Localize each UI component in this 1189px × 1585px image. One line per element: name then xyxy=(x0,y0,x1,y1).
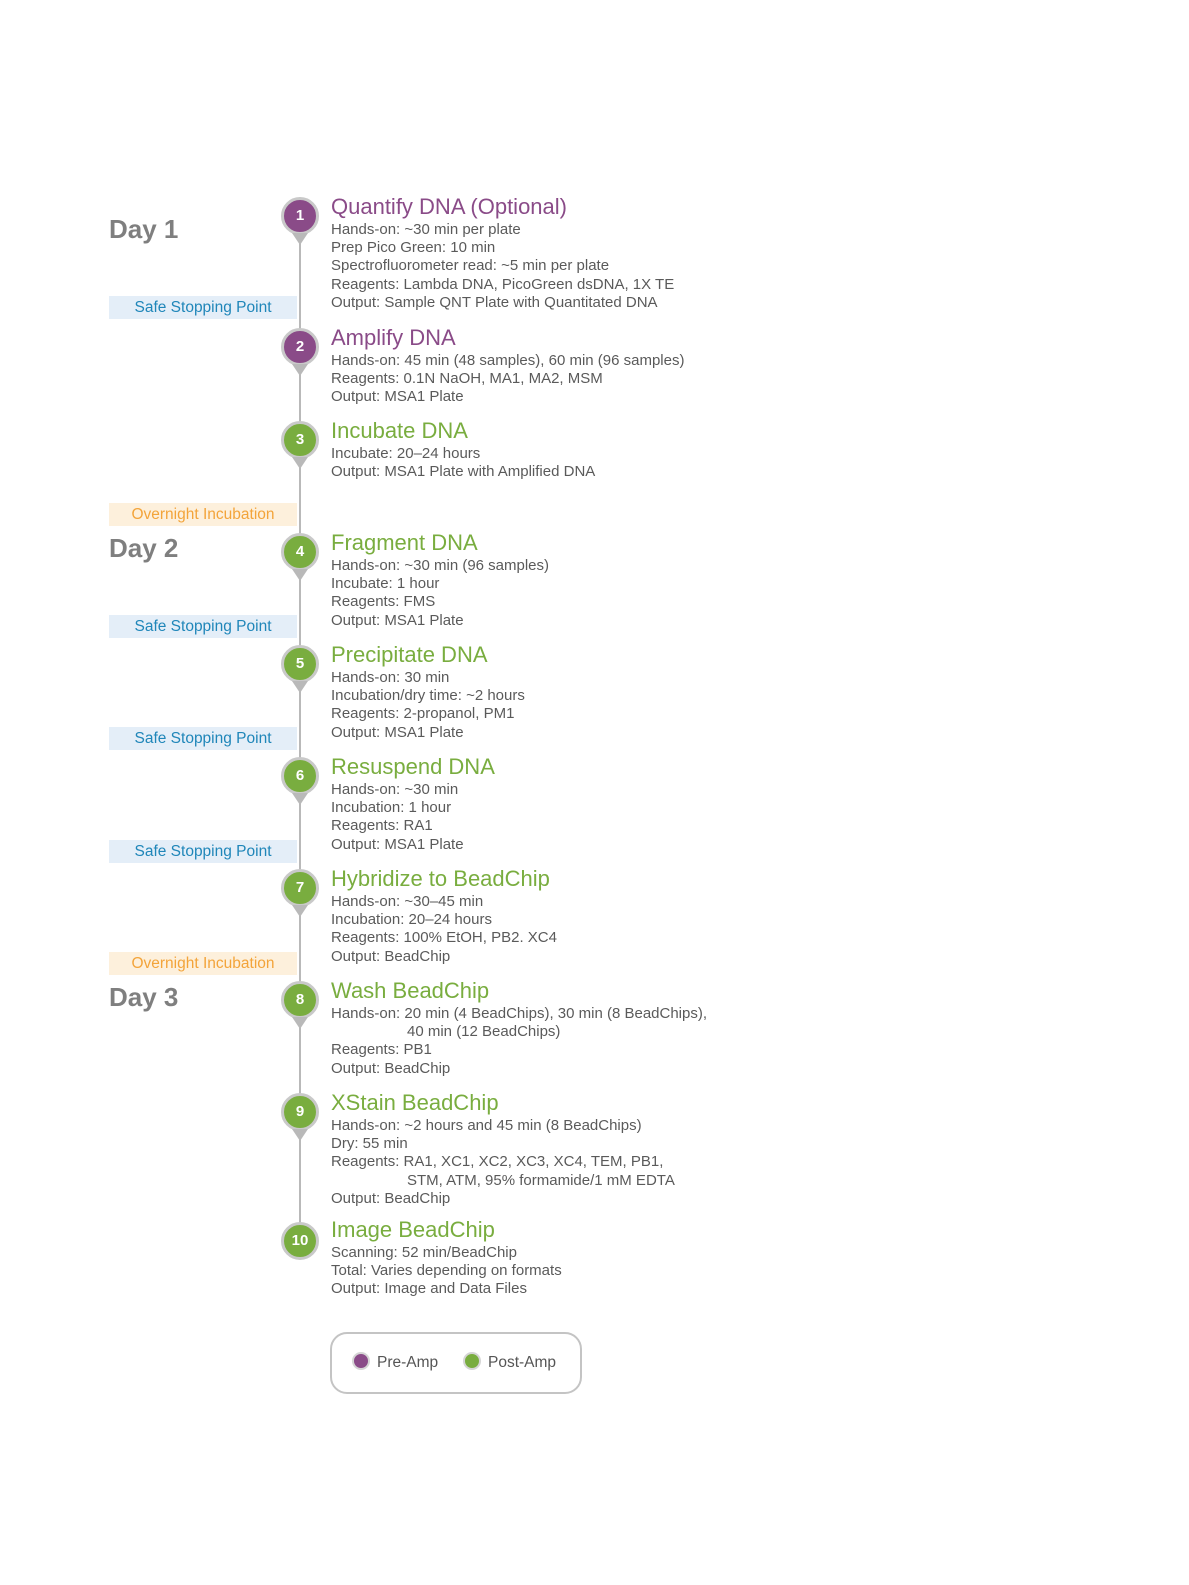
step-5 xyxy=(331,642,525,742)
step-detail: Output: Image and Data Files xyxy=(331,1280,527,1298)
safe-stopping-point-badge: Safe Stopping Point xyxy=(109,727,297,750)
step-10-marker xyxy=(281,1222,319,1274)
step-detail: Hands-on: 45 min (48 samples), 60 min (96 samples) xyxy=(331,352,685,369)
step-5-marker xyxy=(281,645,319,697)
step-title: Resuspend DNA xyxy=(331,754,495,779)
step-detail: Output: MSA1 Plate with Amplified DNA xyxy=(331,463,596,481)
step-2 xyxy=(331,325,684,407)
pin-tail-icon xyxy=(292,233,308,245)
step-detail: Hands-on: ~30–45 min xyxy=(331,893,484,910)
step-detail: Scanning: 52 min/BeadChip xyxy=(331,1244,517,1261)
step-10 xyxy=(331,1217,562,1299)
step-3-marker xyxy=(281,421,319,473)
step-detail: Output: BeadChip xyxy=(331,1189,451,1207)
step-detail: Reagents: Lambda DNA, PicoGreen dsDNA, 1X TE xyxy=(331,275,675,293)
step-detail: Output: MSA1 Plate xyxy=(331,723,464,741)
day-2-label: Day 2 xyxy=(109,533,179,563)
step-detail: 40 min (12 BeadChips) xyxy=(407,1023,561,1041)
step-detail: Output: BeadChip xyxy=(331,1059,451,1077)
pin-tail-icon xyxy=(292,905,308,917)
step-title: Fragment DNA xyxy=(331,530,478,555)
step-detail: Hands-on: ~30 min (96 samples) xyxy=(331,557,550,574)
step-detail: Prep Pico Green: 10 min xyxy=(331,239,496,257)
step-1-marker xyxy=(281,197,319,249)
step-detail: Incubation: 1 hour xyxy=(331,799,452,817)
legend-item-pre-amp xyxy=(352,1334,438,1392)
step-number: 5 xyxy=(281,645,319,683)
step-detail: Hands-on: ~30 min xyxy=(331,781,459,798)
legend-label: Post-Amp xyxy=(488,1354,557,1371)
step-detail: Output: MSA1 Plate xyxy=(331,388,464,406)
pin-tail-icon xyxy=(292,793,308,805)
step-detail: Hands-on: ~2 hours and 45 min (8 BeadChips) xyxy=(331,1117,642,1134)
step-9 xyxy=(331,1090,675,1208)
step-9-marker xyxy=(281,1093,319,1145)
step-detail: Total: Varies depending on formats xyxy=(331,1262,562,1280)
step-detail: Output: MSA1 Plate xyxy=(331,611,464,629)
step-detail: Reagents: 0.1N NaOH, MA1, MA2, MSM xyxy=(331,370,603,388)
step-8-marker xyxy=(281,981,319,1033)
step-title: Amplify DNA xyxy=(331,325,456,350)
step-7-marker xyxy=(281,869,319,921)
post-amp-dot-icon xyxy=(463,1352,481,1370)
step-3 xyxy=(331,418,595,481)
legend-label: Pre-Amp xyxy=(377,1354,439,1371)
step-detail: Reagents: 2-propanol, PM1 xyxy=(331,705,515,723)
step-detail: Incubate: 1 hour xyxy=(331,575,440,593)
legend xyxy=(330,1332,582,1394)
step-number: 4 xyxy=(281,533,319,571)
step-title: Incubate DNA xyxy=(331,418,468,443)
step-number: 9 xyxy=(281,1093,319,1131)
step-8 xyxy=(331,978,707,1078)
safe-stopping-point-badge: Safe Stopping Point xyxy=(109,840,297,863)
step-title: Image BeadChip xyxy=(331,1217,495,1242)
step-4-marker xyxy=(281,533,319,585)
step-title: Precipitate DNA xyxy=(331,642,488,667)
step-2-marker xyxy=(281,328,319,380)
step-title: Hybridize to BeadChip xyxy=(331,866,550,891)
overnight-incubation-badge: Overnight Incubation xyxy=(109,503,297,526)
step-number: 6 xyxy=(281,757,319,795)
pin-tail-icon xyxy=(292,1017,308,1029)
step-detail: Reagents: 100% EtOH, PB2. XC4 xyxy=(331,929,557,947)
legend-item-post-amp xyxy=(463,1334,556,1392)
step-detail: Reagents: RA1 xyxy=(331,817,433,835)
step-number: 8 xyxy=(281,981,319,1019)
step-detail: Reagents: FMS xyxy=(331,593,436,611)
pre-amp-dot-icon xyxy=(352,1352,370,1370)
pin-tail-icon xyxy=(292,457,308,469)
step-6 xyxy=(331,754,495,854)
step-detail: Reagents: RA1, XC1, XC2, XC3, XC4, TEM, PB1, xyxy=(331,1153,664,1171)
pin-tail-icon xyxy=(292,364,308,376)
day-3-label: Day 3 xyxy=(109,982,179,1012)
step-title: Wash BeadChip xyxy=(331,978,490,1003)
step-detail: Dry: 55 min xyxy=(331,1135,408,1153)
step-title: Quantify DNA (Optional) xyxy=(331,194,567,219)
step-number: 10 xyxy=(281,1222,319,1260)
step-4 xyxy=(331,530,549,630)
safe-stopping-point-badge: Safe Stopping Point xyxy=(109,296,297,319)
step-title: XStain BeadChip xyxy=(331,1090,499,1115)
step-number: 7 xyxy=(281,869,319,907)
day-1-label: Day 1 xyxy=(109,214,179,244)
step-detail: Incubation: 20–24 hours xyxy=(331,911,492,929)
step-7 xyxy=(331,866,557,966)
step-1 xyxy=(331,194,674,312)
pin-tail-icon xyxy=(292,681,308,693)
step-detail: Incubation/dry time: ~2 hours xyxy=(331,687,525,705)
safe-stopping-point-badge: Safe Stopping Point xyxy=(109,615,297,638)
step-detail: Output: BeadChip xyxy=(331,947,451,965)
step-6-marker xyxy=(281,757,319,809)
step-detail: Reagents: PB1 xyxy=(331,1041,432,1059)
step-number: 2 xyxy=(281,328,319,366)
step-detail: Output: Sample QNT Plate with Quantitated DNA xyxy=(331,293,658,311)
step-detail: Incubate: 20–24 hours xyxy=(331,445,481,462)
step-detail: Hands-on: ~30 min per plate xyxy=(331,221,521,238)
step-detail: Spectrofluorometer read: ~5 min per plate xyxy=(331,257,610,275)
step-detail: Output: MSA1 Plate xyxy=(331,835,464,853)
step-number: 3 xyxy=(281,421,319,459)
step-number: 1 xyxy=(281,197,319,235)
step-detail: STM, ATM, 95% formamide/1 mM EDTA xyxy=(407,1171,675,1189)
pin-tail-icon xyxy=(292,569,308,581)
overnight-incubation-badge: Overnight Incubation xyxy=(109,952,297,975)
step-detail: Hands-on: 30 min xyxy=(331,669,450,686)
step-detail: Hands-on: 20 min (4 BeadChips), 30 min (8 BeadChips), xyxy=(331,1005,708,1022)
pin-tail-icon xyxy=(292,1129,308,1141)
